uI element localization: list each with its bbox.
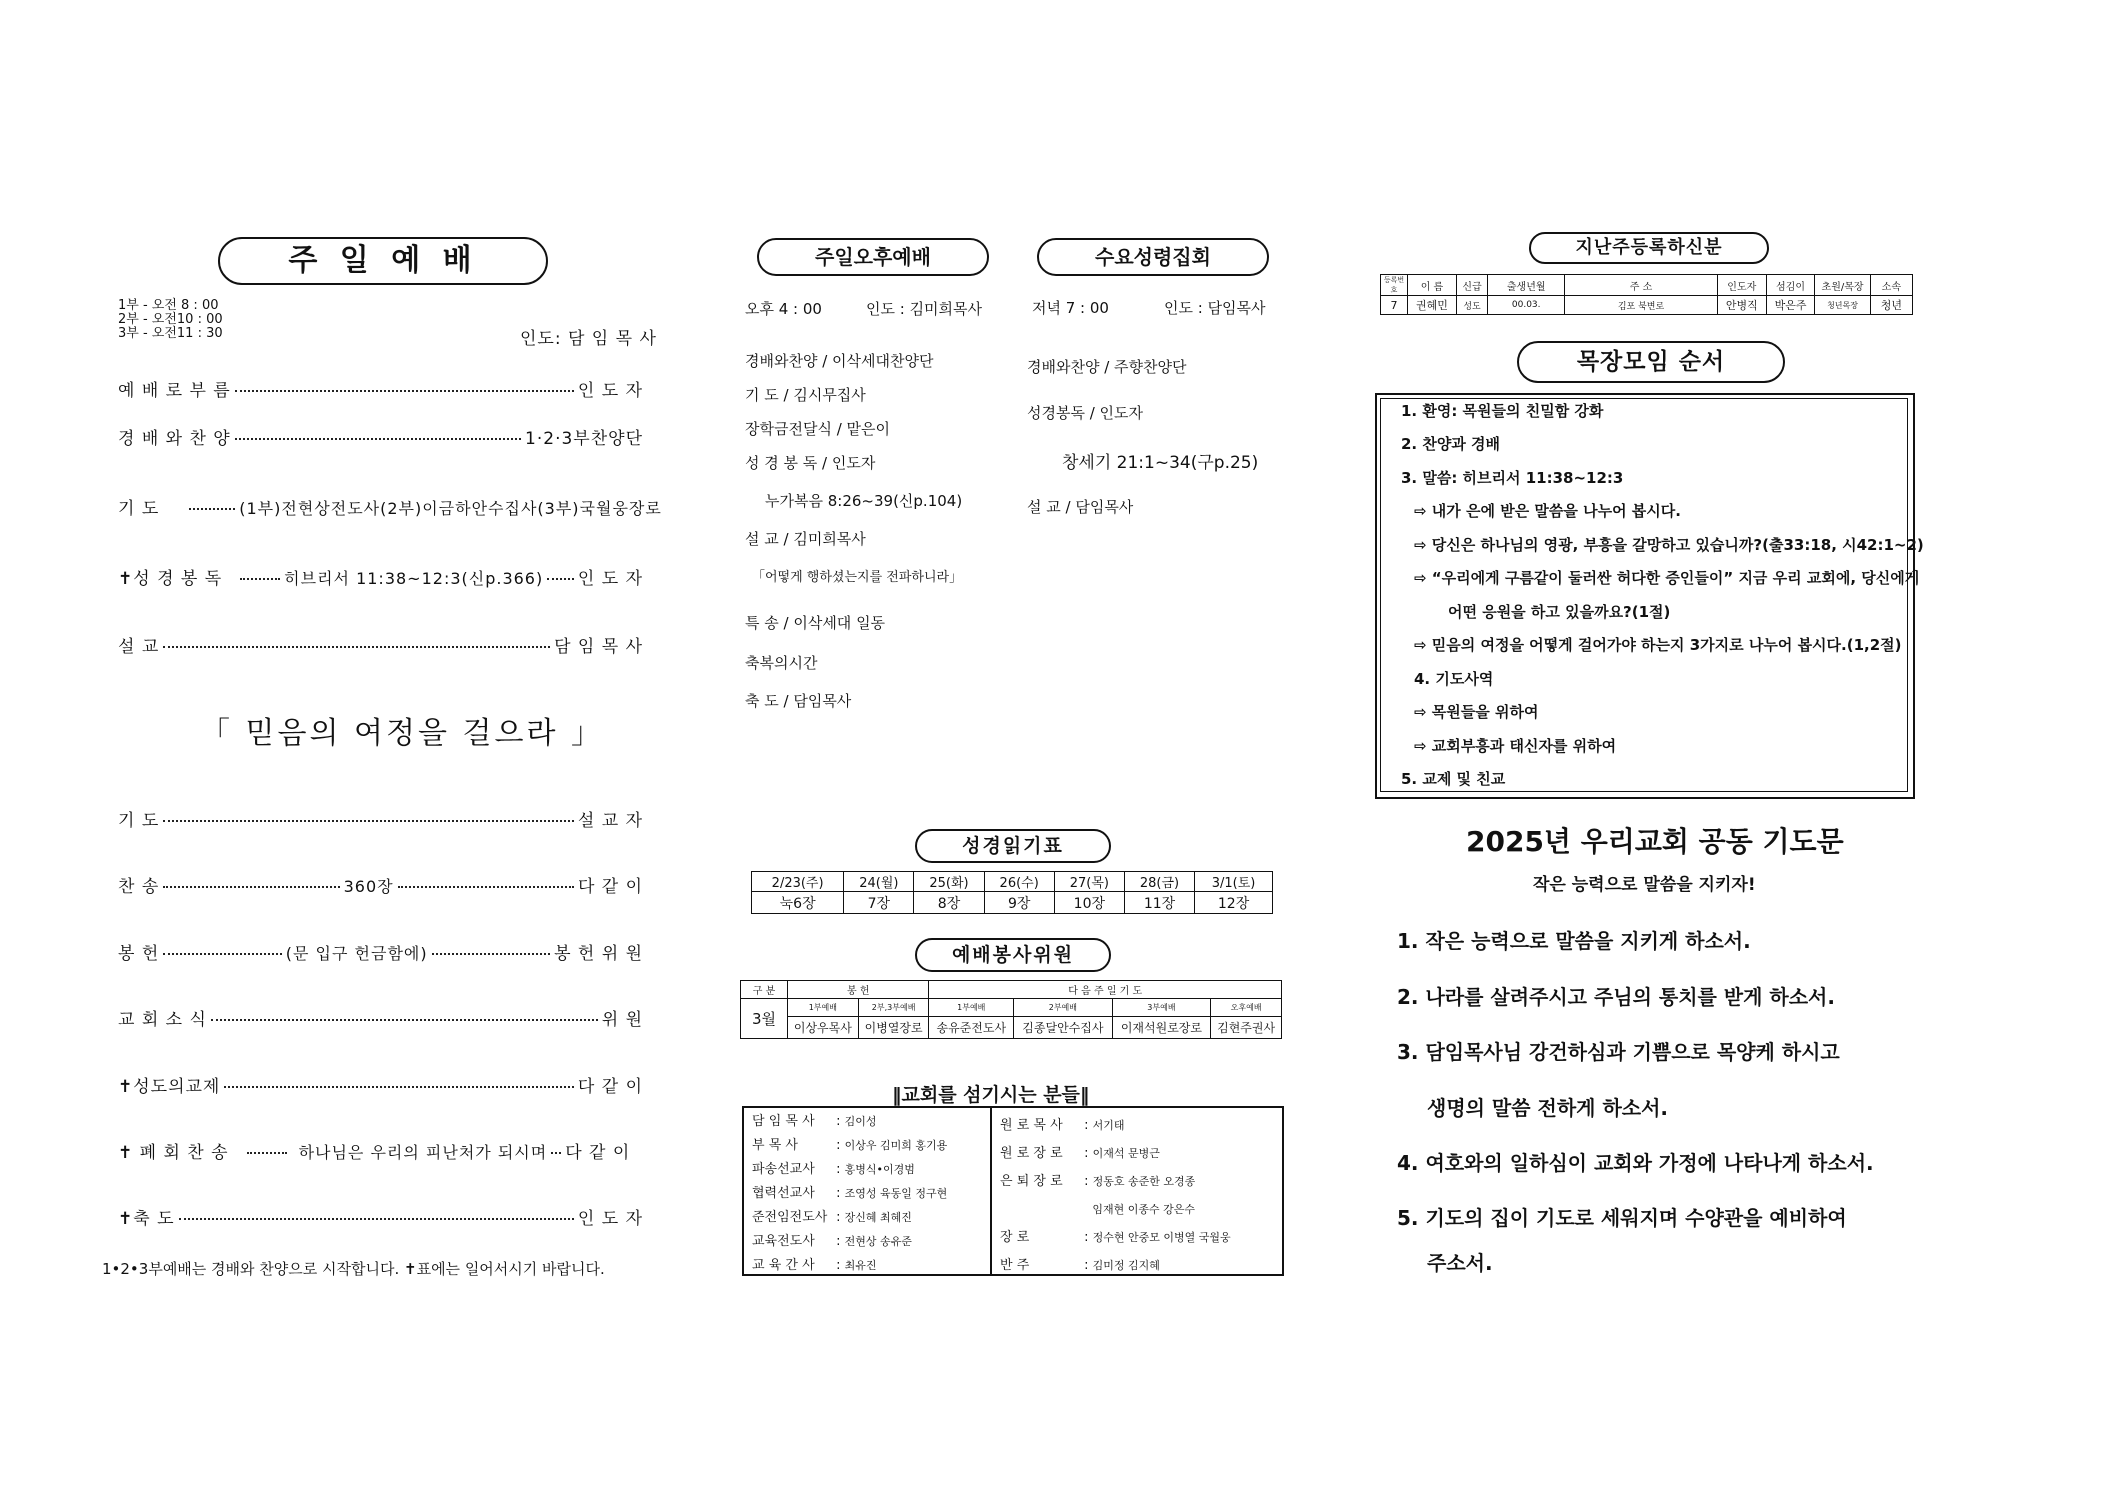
wednesday-item: 성경봉독 / 인도자: [1027, 404, 1144, 422]
wednesday-leader: 인도 : 담임목사: [1164, 299, 1266, 317]
order-mid: (문 입구 헌금함에): [285, 944, 428, 963]
chapter-cell: 9장: [984, 892, 1054, 914]
order-right: 다 같 이: [565, 1143, 631, 1163]
leader-names: 최유진: [844, 1259, 877, 1272]
afternoon-item: 설 교 / 김미희목사: [745, 530, 866, 548]
header-prayer: 다 음 주 일 기 도: [929, 981, 1282, 999]
order-mid: 히브리서 11:38~12:3(신p.366): [284, 569, 544, 588]
time-2: 2부 - 오전10 : 00: [118, 312, 223, 327]
order-right: 담 임 목 사: [554, 637, 643, 657]
reg-header: 이 름: [1408, 275, 1457, 296]
sub-cell: 1부예배: [788, 999, 859, 1017]
order-label: 기 도: [118, 499, 160, 519]
prayer-line: 2. 나라를 살려주시고 주님의 통치를 받게 하소서.: [1397, 985, 1835, 1009]
leader-role: 원 로 목 사: [1000, 1118, 1063, 1133]
leader-names: 김미정 김지혜: [1092, 1259, 1160, 1272]
day-cell: 2/23(주): [752, 872, 844, 892]
reg-cell: 청년목장: [1815, 296, 1870, 315]
sunday-leader: 인도: 담 임 목 사: [520, 329, 657, 349]
leader-role: 반 주: [1000, 1258, 1030, 1273]
reg-cell: 김포 북변로: [1565, 296, 1718, 315]
wednesday-item: 경배와찬양 / 주향찬양단: [1027, 358, 1187, 376]
leader-names: 이상우 김미희 홍기용: [844, 1139, 948, 1152]
leader-names: 조영성 육동일 정구현: [844, 1187, 948, 1200]
reg-cell: 안병직: [1717, 296, 1766, 315]
wednesday-time: 저녁 7 : 00: [1032, 299, 1109, 317]
leaders-left: [752, 1110, 947, 1278]
prayer-line: 3. 담임목사님 강건하심과 기쁨으로 목양케 하시고: [1397, 1040, 1840, 1064]
order-right: 설 교 자: [577, 811, 643, 831]
leaders-title: ‖교회를 섬기시는 분들‖: [892, 1084, 1090, 1106]
registration-title: 지난주등록하신분: [1529, 232, 1769, 264]
mokjang-line: 1. 환영: 목원들의 친밀함 강화: [1401, 402, 1604, 420]
leader-names: 이재석 문병근: [1092, 1147, 1160, 1160]
afternoon-item: 경배와찬양 / 이삭세대찬양단: [745, 352, 934, 370]
order-row: [118, 1204, 643, 1229]
prayer-line: 1. 작은 능력으로 말씀을 지키게 하소서.: [1397, 929, 1751, 953]
leader-entry: 원 로 목 사 : 서기태: [1000, 1112, 1231, 1140]
afternoon-item: 「어떻게 행하셨는지를 전파하니라」: [752, 570, 963, 585]
mokjang-line: ⇨ 내가 은에 받은 말씀을 나누어 봅시다.: [1414, 502, 1681, 520]
afternoon-item: 장학금전달식 / 맡은이: [745, 420, 891, 438]
order-label: 교 회 소 식: [118, 1010, 207, 1030]
order-label: ✝ 폐 회 찬 송: [118, 1143, 229, 1163]
leader-names: 전현상 송유준: [844, 1235, 912, 1248]
chapter-cell: 7장: [844, 892, 914, 914]
leader-role: 교 육 간 사: [752, 1258, 815, 1273]
bible-days-row: [752, 872, 1273, 892]
leader-names: 서기태: [1092, 1119, 1125, 1132]
reg-cell: 권혜민: [1408, 296, 1457, 315]
leader-role: 장 로: [1000, 1230, 1030, 1245]
afternoon-item: 특 송 / 이삭세대 일동: [745, 614, 886, 632]
mokjang-inner-box: [1380, 398, 1908, 792]
leader-entry: 교 육 간 사 : 최유진: [752, 1254, 947, 1278]
afternoon-item: 기 도 / 김시무집사: [745, 386, 866, 404]
order-row: [118, 376, 643, 401]
registration-header-row: [1381, 275, 1913, 296]
leader-names: 임재현 이종수 강은수: [1092, 1203, 1196, 1216]
reg-cell: 박은주: [1766, 296, 1815, 315]
registration-row: [1381, 296, 1913, 315]
order-mid: 하나님은 우리의 피난처가 되시며: [298, 1143, 548, 1162]
order-row: [118, 939, 643, 964]
leader-entry: 준전임전도사 : 장신혜 최혜진: [752, 1206, 947, 1230]
sub-cell: 1부예배: [929, 999, 1014, 1017]
order-row: [118, 494, 662, 519]
mokjang-line: ⇨ 목원들을 위하여: [1414, 703, 1539, 721]
chapter-cell: 12장: [1195, 892, 1273, 914]
sub-cell: 2부예배: [1014, 999, 1113, 1017]
leader-names: 정수현 안중모 이병열 국월웅: [1092, 1231, 1231, 1244]
name-cell: 이병열장로: [858, 1017, 929, 1039]
bible-reading-title: 성경읽기표: [915, 829, 1111, 863]
mokjang-line: 3. 말씀: 히브리서 11:38~12:3: [1401, 469, 1624, 487]
reg-cell: 7: [1381, 296, 1408, 315]
chapter-cell: 8장: [914, 892, 984, 914]
order-label: 기 도: [118, 811, 160, 831]
day-cell: 24(월): [844, 872, 914, 892]
day-cell: 25(화): [914, 872, 984, 892]
day-cell: 3/1(토): [1195, 872, 1273, 892]
leader-entry: 교육전도사 : 전현상 송유준: [752, 1230, 947, 1254]
name-cell: 이상우목사: [788, 1017, 859, 1039]
order-label: 예 배 로 부 름: [118, 381, 231, 401]
prayer-line: 5. 기도의 집이 기도로 세워지며 수양관을 예비하여: [1397, 1206, 1847, 1230]
leader-entry: 원 로 장 로 : 이재석 문병근: [1000, 1140, 1231, 1168]
mokjang-title: 목장모임 순서: [1517, 341, 1785, 383]
day-cell: 26(수): [984, 872, 1054, 892]
order-row: [118, 872, 643, 897]
sub-cell: 3부예배: [1112, 999, 1211, 1017]
order-row: [118, 424, 643, 449]
mokjang-line: ⇨ “우리에게 구름같이 둘러싼 허다한 증인들이” 지금 우리 교회에, 당신에게: [1414, 569, 1920, 587]
leader-entry: 부 목 사 : 이상우 김미희 홍기용: [752, 1134, 947, 1158]
bible-chapters-row: [752, 892, 1273, 914]
prayer-title: 2025년 우리교회 공동 기도문: [1466, 825, 1844, 858]
service-times: [118, 299, 223, 341]
leader-entry: [1000, 1196, 1231, 1224]
order-label: ✝성도의교제: [118, 1077, 221, 1097]
mokjang-line: 4. 기도사역: [1414, 670, 1494, 688]
reg-header: 등록번호: [1381, 275, 1408, 296]
leader-role: 협력선교사: [752, 1186, 815, 1201]
header-offering: 봉 헌: [788, 981, 929, 999]
sunday-service-title: 주 일 예 배: [218, 237, 548, 285]
wednesday-item: 창세기 21:1~34(구p.25): [1062, 453, 1259, 473]
order-right: 다 같 이: [577, 1077, 643, 1097]
afternoon-time: 오후 4 : 00: [745, 300, 822, 318]
leader-entry: 은 퇴 장 로 : 정동호 송준한 오경종: [1000, 1168, 1231, 1196]
order-mid: (1부)전현상전도사(2부)이금하안수집사(3부)국월웅장로: [239, 499, 662, 518]
reg-header: 주 소: [1565, 275, 1718, 296]
order-row: [118, 1072, 643, 1097]
leader-entry: 협력선교사 : 조영성 육동일 정구현: [752, 1182, 947, 1206]
name-cell: 송유준전도사: [929, 1017, 1014, 1039]
leader-names: 홍병식•이경범: [844, 1163, 915, 1176]
leader-entry: 반 주 : 김미정 김지혜: [1000, 1252, 1231, 1280]
sub-cell: 오후예배: [1211, 999, 1282, 1017]
order-label: 찬 송: [118, 877, 160, 897]
reg-cell: 00.03.: [1488, 296, 1565, 315]
leader-names: 장신혜 최혜진: [844, 1211, 912, 1224]
order-right: 인 도 자: [577, 381, 643, 401]
name-cell: 김종달안수집사: [1014, 1017, 1113, 1039]
afternoon-item: 누가복음 8:26~39(신p.104): [765, 492, 963, 510]
day-cell: 27(목): [1054, 872, 1124, 892]
name-cell: 김현주권사: [1211, 1017, 1282, 1039]
order-label: 경 배 와 찬 양: [118, 429, 231, 449]
prayer-subtitle: 작은 능력으로 말씀을 지키자!: [1533, 875, 1756, 895]
sermon-title: 「 믿음의 여정을 걸으라 」: [200, 716, 604, 751]
service-sub-row: [741, 999, 1282, 1017]
service-committee-table: [740, 980, 1282, 1039]
leader-entry: 담 임 목 사 : 김이성: [752, 1110, 947, 1134]
order-right: 봉 헌 위 원: [554, 944, 644, 964]
mokjang-line: ⇨ 교회부흥과 태신자를 위하여: [1414, 737, 1617, 755]
month-cell: 3월: [741, 999, 788, 1039]
afternoon-item: 축 도 / 담임목사: [745, 692, 852, 710]
leader-role: 은 퇴 장 로: [1000, 1174, 1063, 1189]
afternoon-item: 성 경 봉 독 / 인도자: [745, 454, 876, 472]
leader-entry: 파송선교사 : 홍병식•이경범: [752, 1158, 947, 1182]
leader-role: 원 로 장 로: [1000, 1146, 1063, 1161]
wednesday-service-title: 수요성령집회: [1037, 238, 1269, 276]
leaders-divider: [990, 1108, 992, 1274]
order-label: ✝성 경 봉 독: [118, 569, 223, 589]
footnote: 1•2•3부예배는 경배와 찬양으로 시작합니다. ✝표에는 일어서시기 바랍니다.: [102, 1260, 605, 1278]
leader-names: 정동호 송준한 오경종: [1092, 1175, 1196, 1188]
time-1: 1부 - 오전 8 : 00: [118, 298, 219, 313]
prayer-line: 주소서.: [1427, 1251, 1493, 1275]
service-committee-title: 예배봉사위원: [915, 938, 1111, 972]
order-row: [118, 564, 643, 589]
chapter-cell: 11장: [1124, 892, 1194, 914]
chapter-cell: 10장: [1054, 892, 1124, 914]
mokjang-line: 어떤 응원을 하고 있을까요?(1절): [1448, 603, 1671, 621]
leader-role: 부 목 사: [752, 1138, 798, 1153]
order-label: 봉 헌: [118, 944, 160, 964]
reg-header: 신급: [1456, 275, 1487, 296]
order-right: 인 도 자: [577, 569, 643, 589]
service-name-row: [741, 1017, 1282, 1039]
order-right: 다 같 이: [577, 877, 644, 897]
order-label: 설 교: [118, 637, 160, 657]
reg-cell: 성도: [1456, 296, 1487, 315]
time-3: 3부 - 오전11 : 30: [118, 326, 223, 341]
order-right: 위 원: [601, 1010, 643, 1030]
chapter-cell: 눅6장: [752, 892, 844, 914]
order-label: ✝축 도: [118, 1209, 175, 1229]
order-mid: 360장: [343, 877, 394, 896]
day-cell: 28(금): [1124, 872, 1194, 892]
prayer-line: 4. 여호와의 일하심이 교회와 가정에 나타나게 하소서.: [1397, 1151, 1874, 1175]
reg-header: 초원/목장: [1815, 275, 1870, 296]
afternoon-item: 축복의시간: [745, 654, 818, 672]
order-row: [118, 1005, 643, 1030]
mokjang-line: ⇨ 당신은 하나님의 영광, 부흥을 갈망하고 있습니까?(출33:18, 시42:1~2): [1414, 536, 1924, 554]
name-cell: 이재석원로장로: [1112, 1017, 1211, 1039]
mokjang-line: ⇨ 믿음의 여정을 어떻게 걸어가야 하는지 3가지로 나누어 봅시다.(1,2절): [1414, 636, 1902, 654]
prayer-line: 생명의 말씀 전하게 하소서.: [1427, 1096, 1669, 1120]
leader-role: 준전임전도사: [752, 1210, 828, 1225]
leader-names: 김이성: [844, 1115, 877, 1128]
leaders-right: [1000, 1112, 1231, 1280]
mokjang-line: 2. 찬양과 경배: [1401, 435, 1501, 453]
service-header-row: [741, 981, 1282, 999]
leader-role: 교육전도사: [752, 1234, 815, 1249]
afternoon-service-title: 주일오후예배: [757, 238, 989, 276]
leader-role: 담 임 목 사: [752, 1114, 815, 1129]
reg-header: 인도자: [1717, 275, 1766, 296]
reg-header: 소속: [1870, 275, 1912, 296]
reg-header: 섬김이: [1766, 275, 1815, 296]
bible-reading-table: [751, 871, 1273, 914]
leader-role: 파송선교사: [752, 1162, 815, 1177]
reg-header: 출생년월: [1488, 275, 1565, 296]
header-gubun: 구 분: [741, 981, 788, 999]
leader-entry: 장 로 : 정수현 안중모 이병열 국월웅: [1000, 1224, 1231, 1252]
registration-table: [1380, 274, 1913, 315]
order-row: [118, 1138, 643, 1163]
mokjang-line: 5. 교제 및 친교: [1401, 770, 1506, 788]
order-row: [118, 806, 643, 831]
wednesday-item: 설 교 / 담임목사: [1027, 498, 1134, 516]
sub-cell: 2부,3부예배: [858, 999, 929, 1017]
afternoon-leader: 인도 : 김미희목사: [866, 300, 983, 318]
order-row: [118, 632, 643, 657]
order-right: 1·2·3부찬양단: [525, 429, 643, 449]
order-right: 인 도 자: [577, 1209, 643, 1229]
reg-cell: 청년: [1870, 296, 1912, 315]
